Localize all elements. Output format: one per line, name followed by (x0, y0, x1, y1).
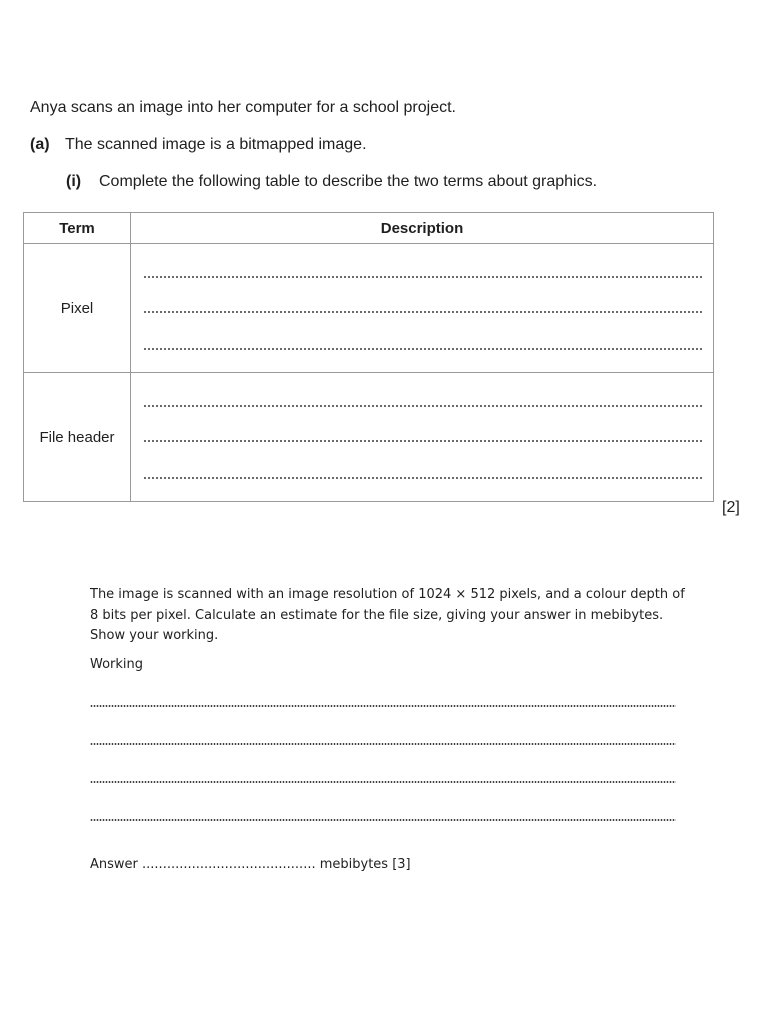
answer-line (143, 276, 703, 278)
table-row (24, 373, 714, 502)
terms-table (23, 212, 714, 502)
part-a-text: The scanned image is a bitmapped image. (65, 136, 367, 153)
working-answer-line[interactable] (90, 781, 676, 783)
part-i-question (66, 173, 597, 191)
answer-line (143, 440, 703, 442)
question-2-text: The image is scanned with an image resolution of 1024 × 512 pixels, and a colour depth of 8 bits per pixel. Calculate an estimate for the file size, giving your answer in mebibytes. Show your working. (90, 587, 685, 643)
part-a-question (30, 136, 367, 154)
answer-line (143, 477, 703, 479)
answer-line (143, 405, 703, 407)
working-label: Working (90, 657, 144, 672)
answer-unit: mebibytes [3] (319, 857, 411, 872)
table-row (24, 244, 714, 373)
part-i-label: (i) (66, 173, 82, 190)
marks-indicator: [2] (722, 499, 740, 516)
working-answer-line[interactable] (90, 819, 676, 821)
description-answer-area-file-header[interactable] (131, 373, 714, 502)
answer-input-dots[interactable]: .......................................... (142, 857, 316, 872)
answer-line (143, 311, 703, 313)
working-answer-line[interactable] (90, 705, 676, 707)
term-column-header: Term (24, 213, 131, 244)
term-cell-pixel: Pixel (24, 244, 131, 373)
answer-line (143, 348, 703, 350)
answer-label: Answer (90, 857, 138, 872)
table-header-row (24, 213, 714, 244)
part-a-label: (a) (30, 136, 50, 153)
intro-text: Anya scans an image into her computer for a school project. (30, 99, 456, 116)
part-i-text: Complete the following table to describe the two terms about graphics. (99, 173, 598, 190)
description-column-header: Description (131, 213, 714, 244)
description-answer-area-pixel[interactable] (131, 244, 714, 373)
working-answer-line[interactable] (90, 743, 676, 745)
answer-line-row (90, 857, 411, 872)
term-cell-file-header: File header (24, 373, 131, 502)
